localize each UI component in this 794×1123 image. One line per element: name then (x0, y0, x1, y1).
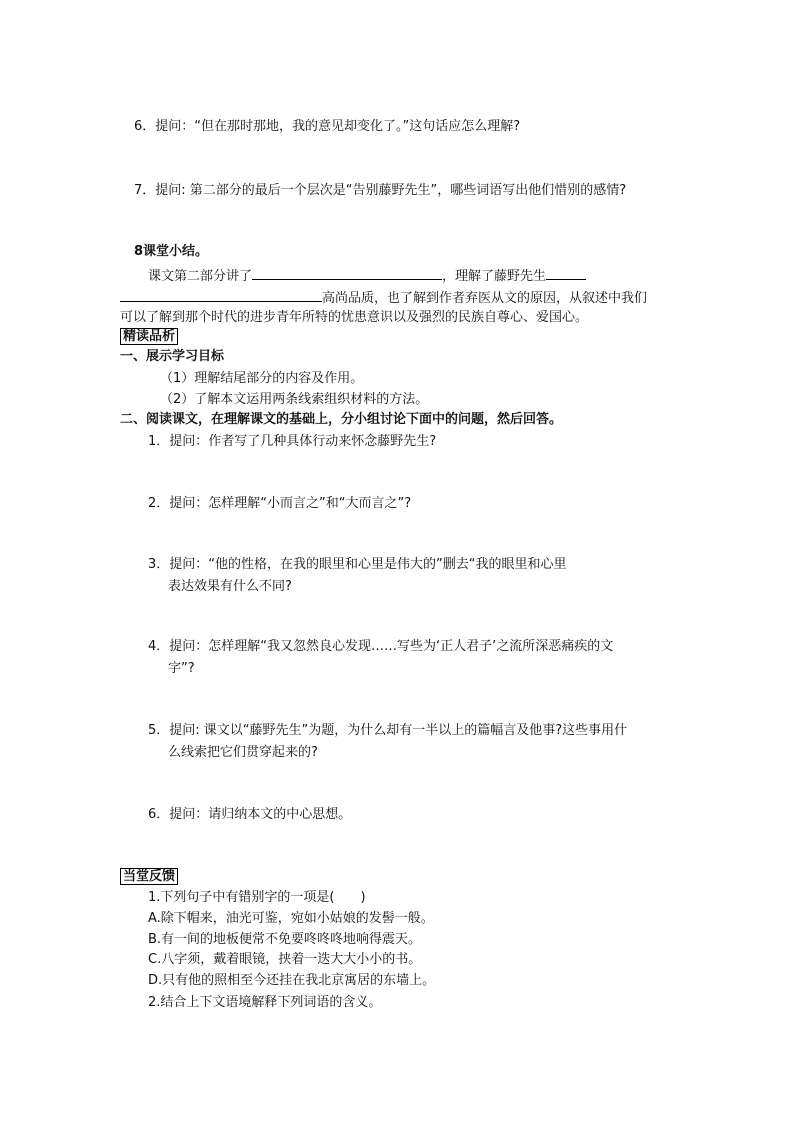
question-text: 提问：怎样理解“我又忽然良心发现……写些为‘正人君子’之流所深恶痛疾的文 (169, 639, 614, 654)
summary-line-1 (148, 265, 586, 286)
feedback-question: 2.结合上下文语境解释下列词语的含义。 (148, 995, 382, 1010)
question-text: 提问：怎样理解“小而言之”和“大而言之”? (169, 496, 412, 511)
question-item (148, 806, 351, 824)
summary-line-2 (120, 287, 647, 308)
question-number: 3． (148, 557, 170, 572)
question-number: 4． (148, 639, 170, 654)
task-heading: 二、阅读课文，在理解课文的基础上，分小组讨论下面中的问题，然后回答。 (120, 412, 563, 427)
goal-item: （1）理解结尾部分的内容及作用。 (160, 371, 364, 386)
section-heading-reading (120, 328, 178, 346)
question-item (148, 495, 411, 513)
option-item: C.八字须，戴着眼镜，挟着一迭大大小小的书。 (148, 952, 422, 967)
section-heading-text: 当堂反馈 (120, 868, 178, 885)
question-item (148, 722, 627, 740)
question-text: 提问：请归纳本文的中心思想。 (169, 807, 352, 822)
summary-text: 课文第二部分讲了 (148, 269, 253, 284)
option-item: D.只有他的照相至今还挂在我北京寓居的东墙上。 (148, 973, 436, 988)
question-number: 7． (134, 183, 156, 198)
question-continuation: 表达效果有什么不同? (168, 579, 292, 594)
question-item (134, 118, 520, 136)
question-item (148, 433, 436, 451)
question-item (148, 638, 613, 656)
option-item: A.除下帽来，油光可鉴，宛如小姑娘的发髻一般。 (148, 911, 434, 926)
question-continuation: 么线索把它们贯穿起来的? (168, 745, 318, 760)
question-item (148, 556, 567, 574)
question-text: 提问：“他的性格，在我的眼里和心里是伟大的”删去“我的眼里和心里 (169, 557, 567, 572)
option-item: B.有一间的地板便常不免要咚咚咚地响得震天。 (148, 932, 422, 947)
question-number: 1． (148, 434, 170, 449)
question-number: 5． (148, 723, 170, 738)
question-number: 2． (148, 496, 170, 511)
fill-blank[interactable] (252, 265, 442, 280)
question-text: 提问: 课文以“藤野先生”为题，为什么却有一半以上的篇幅言及他事?这些事用什 (169, 723, 628, 738)
goal-item: （2）了解本文运用两条线索组织材料的方法。 (160, 392, 429, 407)
question-text: 提问: 第二部分的最后一个层次是“告别藤野先生”，哪些词语写出他们惜别的感情? (155, 183, 627, 198)
feedback-question: 1.下列句子中有错别字的一项是( ) (148, 890, 366, 905)
section-heading-text: 精读品析 (120, 328, 178, 345)
summary-text: ，理解了藤野先生 (442, 269, 547, 284)
summary-heading: 8课堂小结。 (134, 244, 209, 259)
fill-blank[interactable] (120, 287, 322, 302)
question-number: 6． (148, 807, 170, 822)
section-heading-feedback (120, 868, 178, 886)
fill-blank[interactable] (546, 265, 586, 280)
question-text: 提问：“但在那时那地，我的意见却变化了。”这句话应怎么理解? (155, 119, 521, 134)
question-continuation: 字”? (168, 661, 195, 676)
question-text: 提问：作者写了几种具体行动来怀念藤野先生? (169, 434, 437, 449)
question-item (134, 182, 626, 200)
summary-text: 高尚品质，也了解到作者弃医从文的原因，从叙述中我们 (322, 291, 648, 306)
question-number: 6． (134, 119, 156, 134)
summary-line-3: 可以了解到那个时代的进步青年所特的忧患意识以及强烈的民族自尊心、爱国心。 (120, 310, 589, 325)
goals-heading: 一、展示学习目标 (120, 349, 225, 364)
